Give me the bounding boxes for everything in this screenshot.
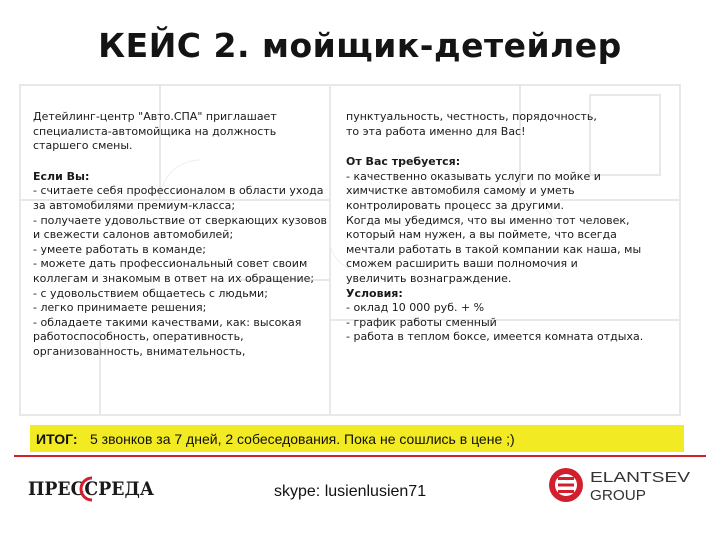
intro-paragraph: Детейлинг-центр "Авто.СПА" приглашает специалиста-автомойщика на должность старшего смены. [33,110,277,153]
right-logo-line2: GROUP [590,487,646,504]
elantsev-group-logo [546,463,696,507]
conditions-heading: Условия: [346,286,403,300]
page-number: 18 [665,512,676,522]
requirements-heading: От Вас требуется: [346,155,461,169]
summary-label: ИТОГ: [36,431,78,447]
slide-title: КЕЙС 2. мойщик-детейлер [98,26,622,65]
right-logo-line1: ELANTSEV [590,469,690,486]
left-text-column [33,110,333,360]
summary-text: 5 звонков за 7 дней, 2 собеседования. Пока не сошлись в цене ;) [90,431,515,447]
conditions-text: - оклад 10 000 руб. + % - график работы сменный - работа в теплом боксе, имеется комната отдыха. [346,301,644,344]
requirements-text: - качественно оказывать услуги по мойке и химчистке автомобиля самому и уметь контролировать процесс за другими. Когда мы убедимся, что вы именно тот человек, который нам нужен, а вы поймете, что всегда мечтали работать в такой компании как наша, мы сможем расширить ваши полномочия и увеличить вознаграждение. [346,169,642,285]
svg-text:ПРЕССРЕДА: ПРЕССРЕДА [28,478,155,500]
if-you-list: - считаете себя профессионалом в области ухода за автомобилями премиум-класса; - получаете удовольствие от сверкающих кузовов и свежести салонов автомобилей; - умеете работать в команде; - можете дать профессиональный совет своим коллегам и знакомым в ответ на их обращение; - с удовольствием общаетесь с людьми; - легко принимаете решения; - обладаете такими качествами, как: высокая работоспособность, оперативность, организованность, внимательность, [33,184,328,358]
right-text-column [346,110,656,345]
pressreda-logo [26,470,158,506]
skype-contact: skype: lusienlusien71 [274,483,427,500]
summary-bar [30,425,684,452]
footer-divider [14,455,706,457]
if-you-heading: Если Вы: [33,169,90,183]
continuation-paragraph: пунктуальность, честность, порядочность, то эта работа именно для Вас! [346,110,597,138]
